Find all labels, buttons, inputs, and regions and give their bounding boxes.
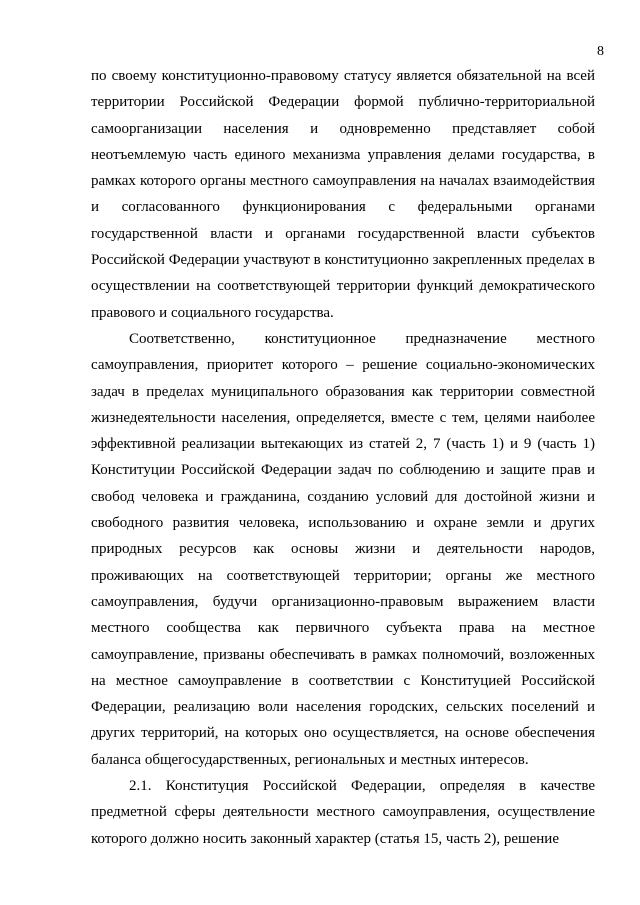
page-number: 8 xyxy=(597,44,604,59)
paragraph-2: Соответственно, конституционное предназначение местного самоуправления, приоритет которого – решение социально-экономических задач в пределах муниципального образования как территории совместной жизнедеятельности населения, определяется, вместе с тем, целями наиболее эффективной реализации вытекающих из статей 2, 7 (часть 1) и 9 (часть 1) Конституции Российской Федерации задач по соблюдению и защите прав и свобод человека и гражданина, созданию условий для достойной жизни и свободного развития человека, использованию и охране земли и других природных ресурсов как основы жизни и деятельности народов, проживающих на соответствующей территории; органы же местного самоуправления, будучи организационно-правовым выражением власти местного сообщества как первичного субъекта права на местное самоуправление, призваны обеспечивать в рамках полномочий, возложенных на местное самоуправление в соответствии с Конституцией Российской Федерации, реализацию воли населения городских, сельских поселений и других территорий, на которых оно осуществляется, на основе обеспечения баланса общегосударственных, региональных и местных интересов. xyxy=(91,330,595,768)
paragraph-1: по своему конституционно-правовому статусу является обязательной на всей территории Российской Федерации формой публично-территориальной самоорганизации населения и одновременно представляет собой неотъемлемую часть единого механизма управления делами государства, в рамках которого органы местного самоуправления на началах взаимодействия и согласованного функционирования с федеральными органами государственной власти и органами государственной власти субъектов Российской Федерации участвуют в конституционно закрепленных пределах в осуществлении на соответствующей территории функций демократического правового и социального государства. xyxy=(91,68,595,321)
paragraph-3: 2.1. Конституция Российской Федерации, определяя в качестве предметной сферы деятельности местного самоуправления, осуществление которого должно носить законный характер (статья 15, часть 2), решение xyxy=(91,778,595,847)
body-text xyxy=(91,63,595,852)
